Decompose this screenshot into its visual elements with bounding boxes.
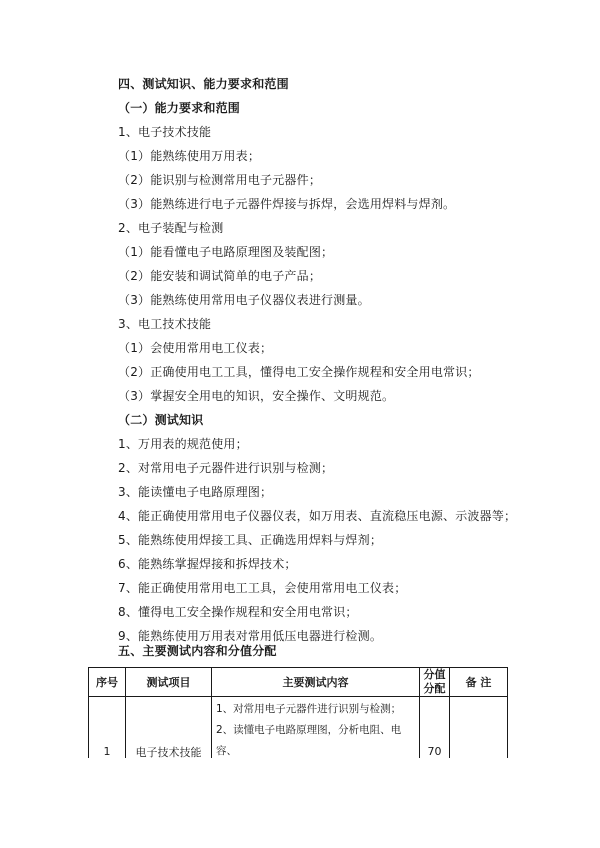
knowledge-item: 6、能熟练掌握焊接和拆焊技术； <box>118 557 297 571</box>
header-score-bottom: 分配 <box>423 682 446 695</box>
section-5-title: 五、主要测试内容和分值分配 <box>118 644 277 658</box>
section-4-2-title: （二）测试知识 <box>118 413 204 427</box>
ability-item: （1）能熟练使用万用表； <box>118 149 261 163</box>
header-score <box>420 668 450 697</box>
knowledge-item: 4、能正确使用常用电子仪器仪表，如万用表、直流稳压电源、示波器等； <box>118 509 517 523</box>
knowledge-item: 3、能读懂电子电路原理图； <box>118 485 273 499</box>
cell-item: 电子技术技能 <box>126 697 212 807</box>
content-line: 1、对常用电子元器件进行识别与检测； <box>216 703 402 715</box>
header-remark: 备 注 <box>450 668 508 697</box>
ability-item: （2）能安装和调试简单的电子产品； <box>118 269 322 283</box>
ability-group-3: 3、电工技术技能 <box>118 317 212 331</box>
cell-score: 70 <box>420 697 450 807</box>
knowledge-item: 2、对常用电子元器件进行识别与检测； <box>118 461 334 475</box>
ability-group-2: 2、电子装配与检测 <box>118 221 224 235</box>
cell-seq: 1 <box>89 697 126 807</box>
section-4-title: 四、测试知识、能力要求和范围 <box>118 77 289 91</box>
ability-item: （2）正确使用电工工具，懂得电工安全操作规程和安全用电常识； <box>118 365 480 379</box>
knowledge-item: 5、能熟练使用焊接工具、正确选用焊料与焊剂； <box>118 533 383 547</box>
ability-item: （3）能熟练进行电子元器件焊接与拆焊，会选用焊料与焊剂。 <box>118 197 456 211</box>
page-bottom-margin <box>0 758 600 848</box>
section-4-1-title: （一）能力要求和范围 <box>118 101 241 115</box>
ability-group-1: 1、电子技术技能 <box>118 125 212 139</box>
header-item: 测试项目 <box>126 668 212 697</box>
header-content: 主要测试内容 <box>212 668 420 697</box>
knowledge-item: 1、万用表的规范使用； <box>118 437 248 451</box>
ability-item: （2）能识别与检测常用电子元器件； <box>118 173 322 187</box>
ability-item: （3）能熟练使用常用电子仪器仪表进行测量。 <box>118 293 370 307</box>
table-header-row <box>89 668 508 697</box>
header-seq: 序号 <box>89 668 126 697</box>
ability-item: （1）能看懂电子电路原理图及装配图； <box>118 245 334 259</box>
header-score-top: 分值 <box>423 668 446 681</box>
ability-item: （1）会使用常用电工仪表； <box>118 341 273 355</box>
knowledge-item: 7、能正确使用常用电工工具，会使用常用电工仪表； <box>118 581 407 595</box>
ability-item: （3）掌握安全用电的知识，安全操作、文明规范。 <box>118 389 395 403</box>
knowledge-item: 8、懂得电工安全操作规程和安全用电常识； <box>118 605 358 619</box>
knowledge-item: 9、能熟练使用万用表对常用低压电器进行检测。 <box>118 629 383 643</box>
content-line: 2、读懂电子电路原理图，分析电阻、电容、 <box>216 724 402 757</box>
